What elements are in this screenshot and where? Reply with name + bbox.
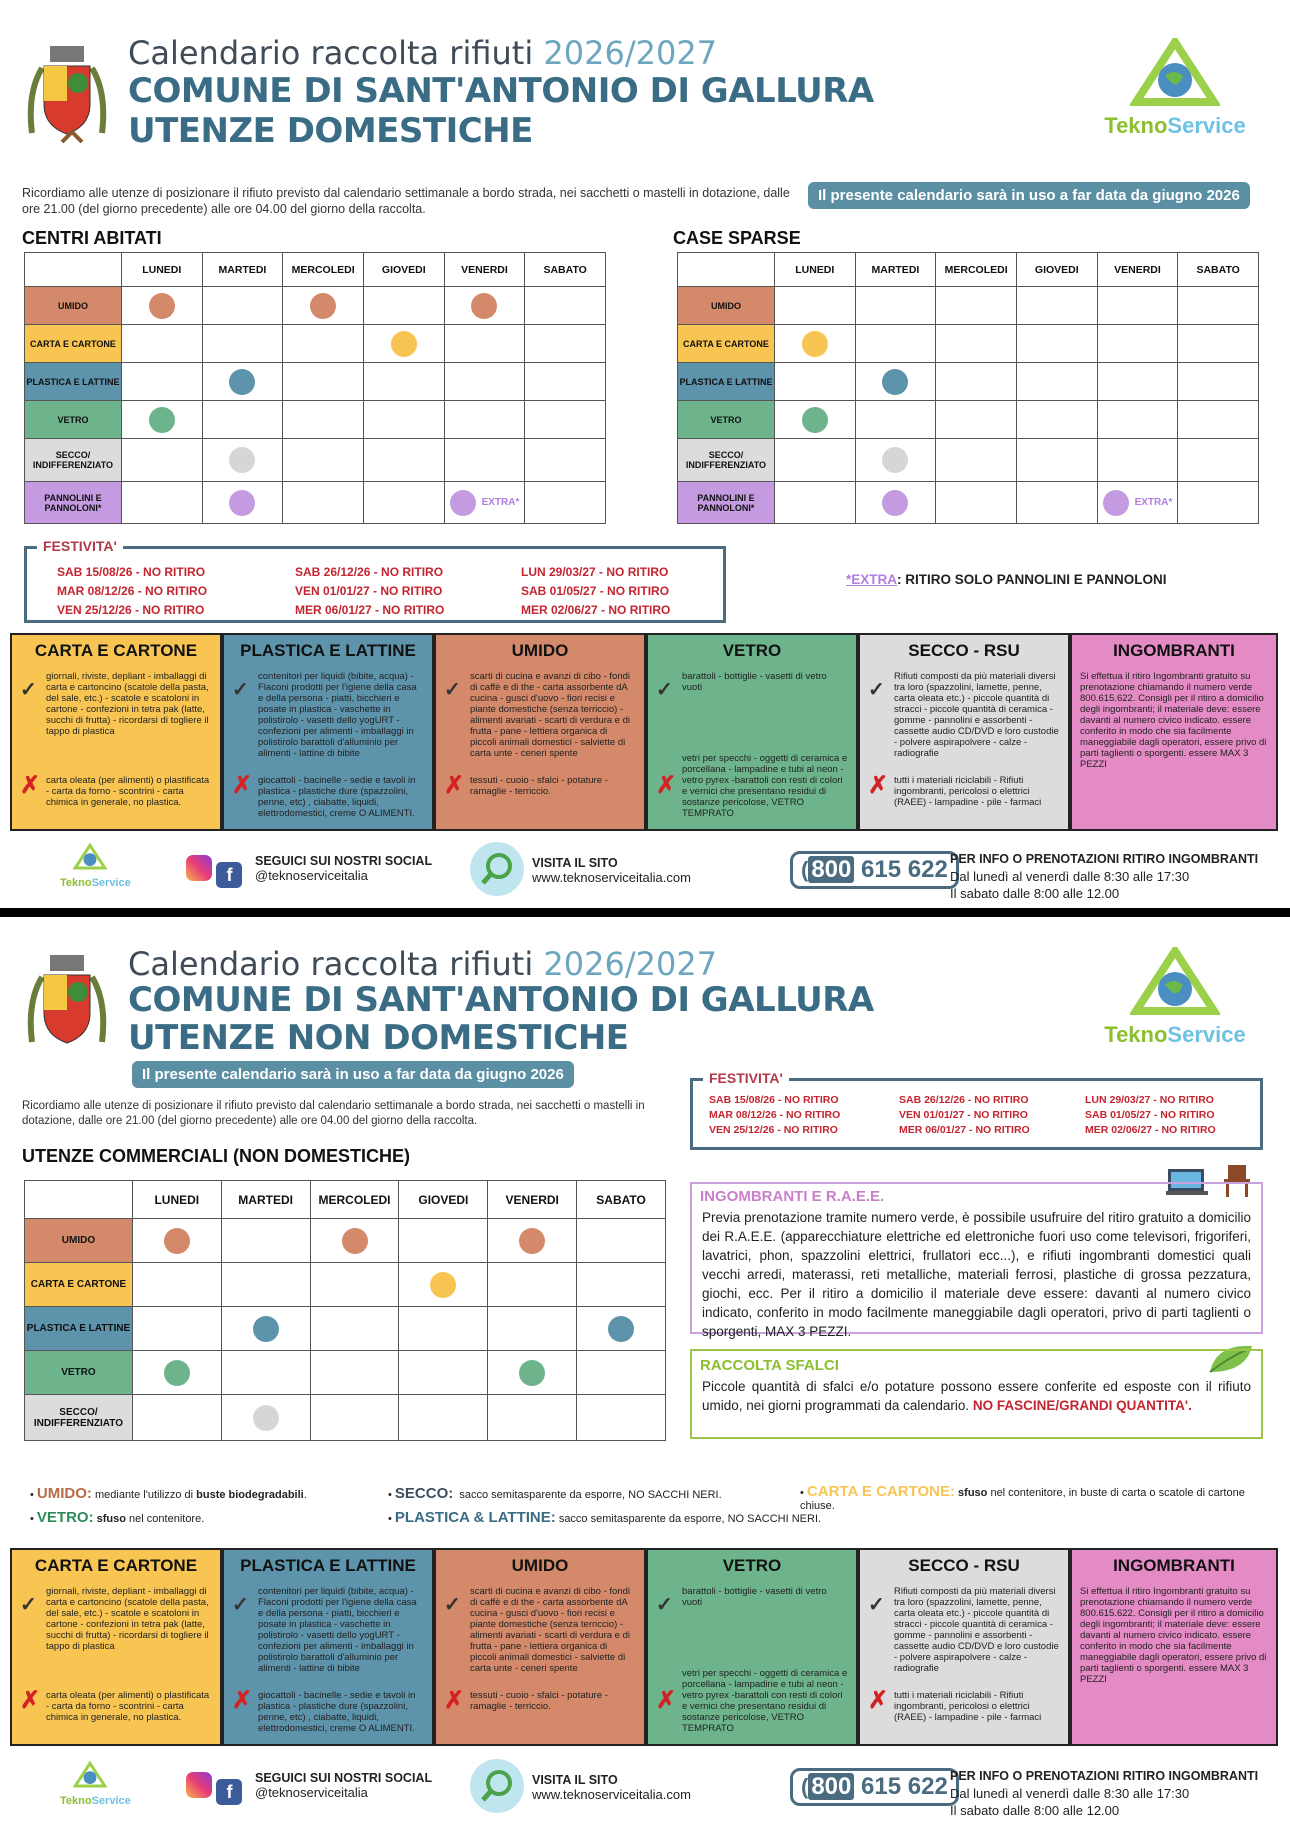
row-label-pannolini: PANNOLINI E PANNOLONI*	[25, 482, 122, 524]
social-handle[interactable]: @teknoserviceitalia	[255, 868, 368, 883]
hours-saturday: Il sabato dalle 8:00 alle 12.00	[950, 886, 1120, 901]
pickup-dot	[608, 1316, 634, 1342]
accepted-items: Si effettua il ritiro Ingombranti gratuito su prenotazione chiamando il numero verde 800.615.622. Consigli per il ritiro a domicilio degli ingombranti; il materiale deve: essere davanti al numero civico indicato. essere conferito in modo che sia facilmente maneggiabile dagli operatori, essere privo di parti taglienti o sporgenti. essere MAX 3 PEZZI	[1080, 1586, 1267, 1685]
pickup-dot	[253, 1405, 279, 1431]
cross-icon: ✗	[868, 1687, 889, 1714]
holiday-item: MAR 08/12/26 - NO RITIRO	[709, 1109, 841, 1121]
legend-vetro: • VETRO: sfuso nel contenitore.	[30, 1509, 205, 1526]
row-label-carta: CARTA E CARTONE	[25, 1263, 133, 1307]
check-icon: ✓	[444, 679, 461, 701]
footer-logo: TeknoService	[60, 842, 120, 889]
cross-icon: ✗	[656, 772, 677, 799]
recycle-globe-icon	[1130, 947, 1220, 1017]
category-title: INGOMBRANTI	[1113, 1556, 1235, 1575]
corner-cell	[25, 1181, 133, 1219]
social-icons	[186, 855, 242, 888]
pickup-dot	[471, 293, 497, 319]
pickup-dot	[149, 293, 175, 319]
holiday-item: MER 02/06/27 - NO RITIRO	[1085, 1124, 1216, 1136]
recycle-globe-icon	[73, 842, 107, 872]
sfalci-title: RACCOLTA SFALCI	[700, 1357, 839, 1374]
ingombranti-text: Previa prenotazione tramite numero verde, è possibile usufruire del ritiro gratuito a domicilio dei R.A.E.E. (apparecchiature elettriche ed elettroniche fuori uso come televisori, frigoriferi, lavatrici, phon, spazzolini elettrici, frullatori ecc...), e rifiuti ingombranti domestici quali vecchi arredi, materassi, reti metalliche, materiali ferrosi, plastiche di grossa pezzatura, giochi, ecc. Per il ritiro a domicilio il materiale deve essere: davanti al numero civico indicato, conferito in modo facilmente maneggiabile dagli operatori, privo di parti taglienti o sporgenti, MAX 3 PEZZI.	[702, 1210, 1251, 1339]
accepted-items: Rifiuti composti da più materiali diversi tra loro (spazzolini, lamette, penne, carta oleata etc.) - piccole quantità di stracci - piccole quantità di ceramica - gomme - pannolini e assorbenti - cassette audio CD/DVD e loro custodie - polvere aspirapolvere - calze - radiografie	[894, 671, 1059, 759]
accepted-items: barattoli - bottiglie - vasetti di vetro vuoti	[682, 1586, 827, 1608]
social-heading: SEGUICI SUI NOSTRI SOCIAL	[255, 1771, 433, 1785]
day-header: GIOVEDI	[399, 1181, 488, 1219]
check-icon: ✓	[232, 1594, 249, 1616]
schedule-table-commerciali	[24, 1180, 666, 1441]
holiday-item: LUN 29/03/27 - NO RITIRO	[521, 565, 669, 579]
day-header: SABATO	[1178, 253, 1259, 287]
toll-free-number[interactable]: ( 800 615 622	[790, 1768, 959, 1806]
site-link[interactable]: www.teknoserviceitalia.com	[532, 870, 691, 885]
cross-icon: ✗	[20, 772, 41, 799]
section-title-case-sparse: CASE SPARSE	[673, 228, 801, 248]
check-icon: ✓	[868, 679, 885, 701]
instagram-icon[interactable]	[186, 855, 212, 881]
pickup-dot	[164, 1228, 190, 1254]
recycle-globe-icon	[1130, 38, 1220, 108]
search-site-icon[interactable]	[470, 842, 524, 896]
accepted-items: contenitori per liquidi (bibite, acqua) - Flaconi prodotti per l'igiene della casa e della persona - piatti, bicchieri e posate in plastica - vaschette in polistirolo - vasetti dello yogURT - confezioni per alimenti - imballaggi in polistirolo barattoli d'alluminio per alimenti - lattine di bibite	[258, 1586, 417, 1674]
category-title: SECCO - RSU	[908, 1556, 1020, 1575]
validity-banner: Il presente calendario sarà in uso a far data da giugno 2026	[132, 1061, 574, 1088]
accepted-items: barattoli - bottiglie - vasetti di vetro vuoti	[682, 671, 827, 693]
accepted-items: scarti di cucina e avanzi di cibo - fondi di caffè e di the - carta assorbente dA cucina - gusci d'uovo - fiori recisi e piante domestiche (senza terriccio) - alimenti avariati - scarti di verdura e di frutta - pane - lettiera organica di piccoli animali domestici - salviette di carta unte - ceneri spente	[470, 1586, 630, 1674]
category-title: CARTA E CARTONE	[34, 641, 198, 660]
pickup-dot	[1103, 490, 1129, 516]
day-header: MERCOLEDI	[283, 253, 364, 287]
day-header: VENERDI	[1097, 253, 1178, 287]
row-label-carta: CARTA E CARTONE	[25, 325, 122, 363]
holiday-item: MAR 08/12/26 - NO RITIRO	[57, 584, 208, 598]
facebook-icon[interactable]: f	[216, 1779, 242, 1805]
check-icon: ✓	[444, 1594, 461, 1616]
category-card-umido	[434, 1548, 646, 1746]
row-label-umido: UMIDO	[678, 287, 775, 325]
pickup-dot	[164, 1360, 190, 1386]
accepted-items: contenitori per liquidi (bibite, acqua) - Flaconi prodotti per l'igiene della casa e della persona - piatti, bicchieri e posate in plastica - vaschette in polistirolo - vasetti dello yogURT - confezioni per alimenti - imballaggi in polistirolo barattoli d'alluminio per alimenti - lattine di bibite	[258, 671, 417, 759]
facebook-icon[interactable]: f	[216, 862, 242, 888]
toll-free-number[interactable]: ( 800 615 622	[790, 851, 959, 889]
row-label-plastica: PLASTICA E LATTINE	[25, 1307, 133, 1351]
day-header: MARTEDI	[855, 253, 936, 287]
schedule-table-case-sparse	[677, 252, 1259, 524]
holiday-item: LUN 29/03/27 - NO RITIRO	[1085, 1094, 1214, 1106]
category-title: UMIDO	[511, 1556, 569, 1575]
category-card-vetro	[646, 633, 858, 831]
holiday-item: SAB 15/08/26 - NO RITIRO	[57, 565, 206, 579]
ingombranti-raee-box	[690, 1182, 1263, 1339]
calendar-page-non-domestic	[0, 917, 1290, 1825]
social-handle[interactable]: @teknoserviceitalia	[255, 1785, 368, 1800]
pickup-dot	[229, 369, 255, 395]
calendar-page-domestic	[0, 0, 1290, 908]
cross-icon: ✗	[444, 1687, 465, 1714]
extra-label: EXTRA*	[481, 497, 520, 508]
day-header: MERCOLEDI	[310, 1181, 399, 1219]
category-card-carta	[10, 1548, 222, 1746]
category-title: PLASTICA E LATTINE	[240, 641, 416, 660]
category-title: UMIDO	[511, 641, 569, 660]
legend-secco: • SECCO: sacco semitasparente da esporre, NO SACCHI NERI.	[388, 1485, 722, 1502]
hours-weekday: Dal lunedì al venerdì dalle 8:30 alle 17:30	[950, 1786, 1190, 1801]
festivita-title: FESTIVITA'	[37, 538, 123, 554]
page-subtitle: UTENZE NON DOMESTICHE	[128, 1018, 629, 1058]
cross-icon: ✗	[232, 1687, 253, 1714]
category-title: VETRO	[722, 1556, 782, 1575]
instagram-icon[interactable]	[186, 1772, 212, 1798]
pickup-dot	[391, 331, 417, 357]
category-title: VETRO	[722, 641, 782, 660]
day-header: GIOVEDI	[1016, 253, 1097, 287]
day-header: MARTEDI	[221, 1181, 310, 1219]
holiday-item: MER 02/06/27 - NO RITIRO	[521, 603, 671, 617]
category-card-secco	[858, 633, 1070, 831]
hours-weekday: Dal lunedì al venerdì dalle 8:30 alle 17:30	[950, 869, 1190, 884]
corner-cell	[25, 253, 122, 287]
category-title: SECCO - RSU	[908, 641, 1020, 660]
row-label-plastica: PLASTICA E LATTINE	[678, 363, 775, 401]
comune-name: COMUNE DI SANT'ANTONIO DI GALLURA	[128, 71, 874, 111]
rejected-items: tessuti - cuoio - sfalci - potature - ramaglie - terriccio.	[470, 1690, 608, 1712]
pickup-dot	[882, 369, 908, 395]
accepted-items: giornali, riviste, depliant - imballaggi di carta e cartoncino (scatole della pasta, del sale, etc.) - scatole e scatoloni in cartone - confezioni in tetra pak (latte, succhi di frutta) - ricordarsi di togliere il tappo di plastica	[46, 1586, 209, 1652]
category-card-carta	[10, 633, 222, 831]
holiday-item: SAB 26/12/26 - NO RITIRO	[295, 565, 444, 579]
legend-carta: • CARTA E CARTONE: sfuso nel contenitore, in buste di carta o scatole di cartone chiuse.	[800, 1483, 1245, 1512]
pickup-dot	[519, 1360, 545, 1386]
category-card-plastica	[222, 1548, 434, 1746]
intro-text: Ricordiamo alle utenze di posizionare il rifiuto previsto dal calendario settimanale a bordo strada, nei sacchetti o mastelli in dotazione, dalle ore 21.00 (del giorno precedente) alle ore 04.00 del giorno della raccolta.	[22, 1100, 645, 1127]
rejected-items: giocattoli - bacinelle - sedie e tavoli in plastica - plastiche dure (spazzolini, penne, etc) , ciabatte, liquidi, elettrodomestici, creme O ALIMENTI.	[258, 1690, 416, 1734]
rejected-items: carta oleata (per alimenti) o plastificata - carta da forno - scontrini - carta chimica in generale, no plastica.	[46, 775, 210, 808]
cross-icon: ✗	[20, 1687, 41, 1714]
holiday-item: MER 06/01/27 - NO RITIRO	[295, 603, 445, 617]
page-subtitle: UTENZE DOMESTICHE	[128, 111, 533, 151]
festivita-title: FESTIVITA'	[703, 1070, 789, 1086]
accepted-items: scarti di cucina e avanzi di cibo - fondi di caffè e di the - carta assorbente dA cucina - gusci d'uovo - fiori recisi e piante domestiche (senza terriccio) - alimenti avariati - scarti di verdura e di frutta - pane - lettiera organica di piccoli animali domestici - salviette di carta unte - ceneri spente	[470, 671, 630, 759]
row-label-vetro: VETRO	[25, 1351, 133, 1395]
check-icon: ✓	[656, 1594, 673, 1616]
category-card-ingombranti	[1070, 633, 1278, 831]
pickup-dot	[310, 293, 336, 319]
day-header: GIOVEDI	[363, 253, 444, 287]
section-title-commerciali: UTENZE COMMERCIALI (NON DOMESTICHE)	[22, 1146, 410, 1166]
comune-name: COMUNE DI SANT'ANTONIO DI GALLURA	[128, 980, 874, 1020]
pickup-dot	[802, 407, 828, 433]
day-header: SABATO	[525, 253, 606, 287]
row-label-carta: CARTA E CARTONE	[678, 325, 775, 363]
holiday-item: VEN 01/01/27 - NO RITIRO	[295, 584, 443, 598]
visit-heading: VISITA IL SITO	[532, 1773, 618, 1787]
hours-saturday: Il sabato dalle 8:00 alle 12.00	[950, 1803, 1120, 1818]
row-label-vetro: VETRO	[25, 401, 122, 439]
site-link[interactable]: www.teknoserviceitalia.com	[532, 1787, 691, 1802]
holiday-item: SAB 01/05/27 - NO RITIRO	[1085, 1109, 1215, 1121]
extra-note: *EXTRA: RITIRO SOLO PANNOLINI E PANNOLONI	[846, 572, 1167, 587]
teknoservice-logo: TeknoService	[1090, 38, 1260, 143]
cross-icon: ✗	[656, 1687, 677, 1714]
crest-icon	[22, 38, 112, 148]
day-header: VENERDI	[488, 1181, 577, 1219]
pickup-dot	[430, 1272, 456, 1298]
rejected-items: carta oleata (per alimenti) o plastificata - carta da forno - scontrini - carta chimica in generale, no plastica.	[46, 1690, 210, 1723]
day-header: LUNEDI	[774, 253, 855, 287]
cross-icon: ✗	[232, 772, 253, 799]
row-label-secco: SECCO/ INDIFFERENZIATO	[25, 1395, 133, 1441]
row-label-plastica: PLASTICA E LATTINE	[25, 363, 122, 401]
pickup-dot	[229, 447, 255, 473]
pickup-dot	[882, 447, 908, 473]
pickup-dot	[450, 490, 476, 516]
category-card-vetro	[646, 1548, 858, 1746]
pickup-dot	[253, 1316, 279, 1342]
info-heading: PER INFO O PRENOTAZIONI RITIRO INGOMBRANTI	[950, 1769, 1259, 1783]
extra-label: EXTRA*	[1134, 497, 1173, 508]
ingombranti-title: INGOMBRANTI E R.A.E.E.	[700, 1188, 885, 1205]
social-heading: SEGUICI SUI NOSTRI SOCIAL	[255, 854, 433, 868]
accepted-items: Rifiuti composti da più materiali diversi tra loro (spazzolini, lamette, penne, carta oleata etc.) - piccole quantità di stracci - piccole quantità di ceramica - gomme - pannolini e assorbenti - cassette audio CD/DVD e loro custodie - polvere aspirapolvere - calze - radiografie	[894, 1586, 1059, 1674]
category-card-umido	[434, 633, 646, 831]
schedule-table-centri	[24, 252, 606, 524]
category-title: CARTA E CARTONE	[34, 1556, 198, 1575]
category-card-secco	[858, 1548, 1070, 1746]
search-site-icon[interactable]	[470, 1759, 524, 1813]
teknoservice-logo: TeknoService	[1090, 947, 1260, 1052]
social-icons	[186, 1772, 242, 1805]
day-header: VENERDI	[444, 253, 525, 287]
sfalci-text: Piccole quantità di sfalci e/o potature possono essere conferite ed esposte con il rifiuto umido, nei giorni programmati da calendario. NO FASCINE/GRANDI QUANTITA'.	[702, 1379, 1251, 1413]
pickup-dot	[519, 1228, 545, 1254]
rejected-items: vetri per specchi - oggetti di ceramica e porcellana - lampadine e tubi al neon - vetro pyrex -barattoli con resti di colori e vernici che presentano residui di sostanze pericolose, VETRO TEMPRATO	[682, 1668, 848, 1734]
pickup-dot	[149, 407, 175, 433]
row-label-pannolini: PANNOLINI E PANNOLONI*	[678, 482, 775, 524]
category-title: PLASTICA E LATTINE	[240, 1556, 416, 1575]
category-card-plastica	[222, 633, 434, 831]
holiday-item: SAB 26/12/26 - NO RITIRO	[899, 1094, 1029, 1106]
recycle-globe-icon	[73, 1760, 107, 1790]
corner-cell	[678, 253, 775, 287]
check-icon: ✓	[20, 1594, 37, 1616]
pickup-dot	[229, 490, 255, 516]
category-title: INGOMBRANTI	[1113, 641, 1235, 660]
rejected-items: vetri per specchi - oggetti di ceramica e porcellana - lampadine e tubi al neon - vetro pyrex -barattoli con resti di colori e vernici che presentano residui di sostanze pericolose, VETRO TEMPRATO	[682, 753, 848, 819]
festivita-box	[24, 538, 726, 623]
accepted-items: Si effettua il ritiro Ingombranti gratuito su prenotazione chiamando il numero verde 800.615.622. Consigli per il ritiro a domicilio degli ingombranti; il materiale deve: essere davanti al numero civico indicato. essere conferito in modo che sia facilmente maneggiabile dagli operatori, essere privo di parti taglienti o sporgenti. essere MAX 3 PEZZI	[1080, 671, 1267, 770]
row-label-umido: UMIDO	[25, 287, 122, 325]
holiday-item: MER 06/01/27 - NO RITIRO	[899, 1124, 1030, 1136]
day-header: LUNEDI	[121, 253, 202, 287]
check-icon: ✓	[20, 679, 37, 701]
crest-icon	[22, 947, 112, 1057]
category-card-ingombranti	[1070, 1548, 1278, 1746]
rejected-items: tutti i materiali riciclabili - Rifiuti ingombranti, pericolosi o elettrici (RAEE) - lampadine - pile - farmaci	[894, 775, 1042, 808]
accepted-items: giornali, riviste, depliant - imballaggi di carta e cartoncino (scatole della pasta, del sale, etc.) - scatole e scatoloni in cartone - confezioni in tetra pak (latte, succhi di frutta) - ricordarsi di togliere il tappo di plastica	[46, 671, 209, 737]
check-icon: ✓	[656, 679, 673, 701]
visit-heading: VISITA IL SITO	[532, 856, 618, 870]
holiday-item: VEN 25/12/26 - NO RITIRO	[57, 603, 205, 617]
check-icon: ✓	[868, 1594, 885, 1616]
info-heading: PER INFO O PRENOTAZIONI RITIRO INGOMBRANTI	[950, 852, 1259, 866]
legend-umido: • UMIDO: mediante l'utilizzo di buste biodegradabili.	[30, 1485, 307, 1502]
day-header: MERCOLEDI	[936, 253, 1017, 287]
festivita-box	[690, 1070, 1263, 1150]
pickup-dot	[802, 331, 828, 357]
row-label-secco: SECCO/ INDIFFERENZIATO	[25, 439, 122, 482]
row-label-umido: UMIDO	[25, 1219, 133, 1263]
rejected-items: tessuti - cuoio - sfalci - potature - ramaglie - terriccio.	[470, 775, 608, 797]
row-label-vetro: VETRO	[678, 401, 775, 439]
rejected-items: tutti i materiali riciclabili - Rifiuti ingombranti, pericolosi o elettrici (RAEE) - lampadine - pile - farmaci	[894, 1690, 1042, 1723]
day-header: SABATO	[577, 1181, 666, 1219]
holiday-item: SAB 15/08/26 - NO RITIRO	[709, 1094, 839, 1106]
calendar-title: Calendario raccolta rifiuti 2026/2027	[128, 945, 718, 983]
day-header: LUNEDI	[132, 1181, 221, 1219]
row-label-secco: SECCO/ INDIFFERENZIATO	[678, 439, 775, 482]
validity-banner: Il presente calendario sarà in uso a far data da giugno 2026	[808, 182, 1250, 209]
rejected-items: giocattoli - bacinelle - sedie e tavoli in plastica - plastiche dure (spazzolini, penne, etc) , ciabatte, liquidi, elettrodomestici, creme O ALIMENTI.	[258, 775, 416, 819]
holiday-item: SAB 01/05/27 - NO RITIRO	[521, 584, 670, 598]
check-icon: ✓	[232, 679, 249, 701]
cross-icon: ✗	[868, 772, 889, 799]
raccolta-sfalci-box	[690, 1349, 1263, 1439]
day-header: MARTEDI	[202, 253, 283, 287]
calendar-title: Calendario raccolta rifiuti 2026/2027	[128, 34, 718, 72]
intro-text: Ricordiamo alle utenze di posizionare il rifiuto previsto dal calendario settimanale a bordo strada, nei sacchetti o mastelli in dotazione, dalle ore 21.00 (del giorno precedente) alle ore 04.00 del giorno della raccolta.	[22, 186, 790, 216]
holiday-item: VEN 01/01/27 - NO RITIRO	[899, 1109, 1028, 1121]
cross-icon: ✗	[444, 772, 465, 799]
pickup-dot	[342, 1228, 368, 1254]
legend-plastica: • PLASTICA & LATTINE: sacco semitasparente da esporre, NO SACCHI NERI.	[388, 1509, 822, 1526]
holiday-item: VEN 25/12/26 - NO RITIRO	[709, 1124, 838, 1136]
footer-logo: TeknoService	[60, 1760, 120, 1807]
pickup-dot	[882, 490, 908, 516]
section-title-centri: CENTRI ABITATI	[22, 228, 162, 248]
